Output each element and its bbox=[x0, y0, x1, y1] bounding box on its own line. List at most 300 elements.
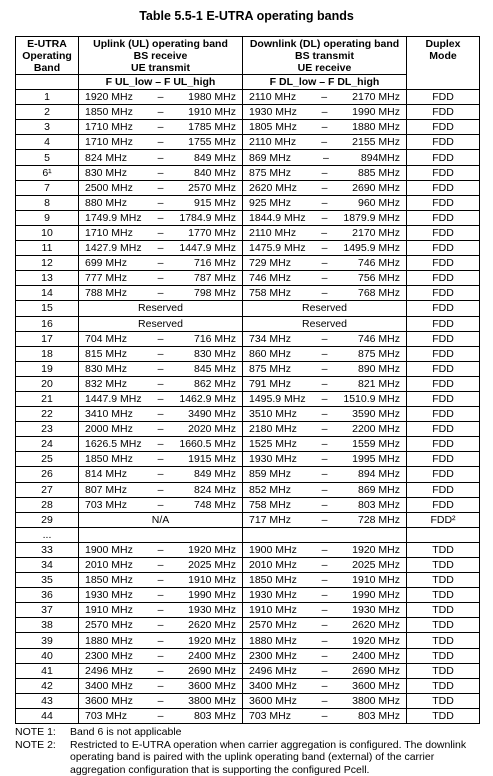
ul-range bbox=[81, 544, 240, 556]
note-label: NOTE 2: bbox=[15, 739, 70, 776]
duplex-mode: FDD bbox=[407, 225, 480, 240]
ul-low: 703 MHz bbox=[85, 710, 127, 722]
table-row bbox=[16, 542, 480, 557]
band-number: 6¹ bbox=[16, 165, 79, 180]
dl-range bbox=[245, 559, 404, 571]
duplex-mode: FDD bbox=[407, 241, 480, 256]
range-dash: – bbox=[318, 710, 332, 722]
dl-low: 1930 MHz bbox=[249, 589, 297, 601]
duplex-mode: TDD bbox=[407, 588, 480, 603]
dl-range bbox=[245, 438, 404, 450]
ul-low: 1427.9 MHz bbox=[85, 242, 142, 254]
dl-high: 2025 MHz bbox=[352, 559, 400, 571]
ul-high: 1990 MHz bbox=[188, 589, 236, 601]
ul-low: 2496 MHz bbox=[85, 665, 133, 677]
note-text: Restricted to E-UTRA operation when carrier aggregation is configured. The downlink operating band is paired with the uplink operating band (external) of the carrier aggregation configuration that is supporting the configured Pcell. bbox=[70, 739, 479, 776]
dl-range bbox=[245, 257, 404, 269]
band-number: 14 bbox=[16, 286, 79, 301]
dl-cell bbox=[243, 105, 407, 120]
ul-cell bbox=[79, 558, 243, 573]
duplex-mode: FDD bbox=[407, 467, 480, 482]
note-text: Band 6 is not applicable bbox=[70, 726, 479, 739]
dl-cell bbox=[243, 241, 407, 256]
ul-range bbox=[81, 408, 240, 420]
dl-cell: Reserved bbox=[243, 301, 407, 316]
dl-high: 1990 MHz bbox=[352, 589, 400, 601]
ul-high: 840 MHz bbox=[194, 167, 236, 179]
ul-cell bbox=[79, 391, 243, 406]
band-number: 42 bbox=[16, 678, 79, 693]
duplex-mode: TDD bbox=[407, 678, 480, 693]
ul-high: 803 MHz bbox=[194, 710, 236, 722]
range-dash: – bbox=[318, 182, 332, 194]
dl-cell bbox=[243, 527, 407, 542]
dl-high: 885 MHz bbox=[358, 167, 400, 179]
ul-low: 807 MHz bbox=[85, 484, 127, 496]
range-dash: – bbox=[154, 453, 168, 465]
duplex-mode: FDD bbox=[407, 150, 480, 165]
range-dash: – bbox=[318, 106, 332, 118]
dl-high: 1510.9 MHz bbox=[343, 393, 400, 405]
band-number: 4 bbox=[16, 135, 79, 150]
ul-high: 849 MHz bbox=[194, 152, 236, 164]
range-dash: – bbox=[318, 574, 332, 586]
ul-range bbox=[81, 393, 240, 405]
dl-range bbox=[245, 695, 404, 707]
duplex-mode: FDD bbox=[407, 482, 480, 497]
band-number: 37 bbox=[16, 603, 79, 618]
ul-high: 716 MHz bbox=[194, 333, 236, 345]
dl-low: 2110 MHz bbox=[249, 91, 296, 103]
ul-cell: N/A bbox=[79, 512, 243, 527]
dl-high: 2200 MHz bbox=[352, 423, 400, 435]
duplex-header: Duplex Mode bbox=[407, 37, 480, 90]
dl-cell bbox=[243, 120, 407, 135]
table-row bbox=[16, 648, 480, 663]
dl-cell bbox=[243, 573, 407, 588]
ul-high: 1784.9 MHz bbox=[179, 212, 236, 224]
table-row bbox=[16, 361, 480, 376]
ul-cell bbox=[79, 467, 243, 482]
dl-high: 768 MHz bbox=[358, 287, 400, 299]
dl-low: 1930 MHz bbox=[249, 106, 297, 118]
ul-range bbox=[81, 91, 240, 103]
ul-range bbox=[81, 589, 240, 601]
range-dash: – bbox=[154, 393, 168, 405]
ul-low: 814 MHz bbox=[85, 468, 127, 480]
dl-cell bbox=[243, 452, 407, 467]
ul-range bbox=[81, 680, 240, 692]
ul-high: 2690 MHz bbox=[188, 665, 236, 677]
table-title: Table 5.5-1 E-UTRA operating bands bbox=[0, 9, 493, 23]
ul-low: 699 MHz bbox=[85, 257, 127, 269]
range-dash: – bbox=[154, 665, 168, 677]
dl-range bbox=[245, 378, 404, 390]
ul-low: 824 MHz bbox=[85, 152, 127, 164]
ul-cell bbox=[79, 693, 243, 708]
ul-range bbox=[81, 242, 240, 254]
dl-high: 1910 MHz bbox=[352, 574, 400, 586]
ul-low: 1626.5 MHz bbox=[85, 438, 142, 450]
duplex-mode: TDD bbox=[407, 648, 480, 663]
band-number: 2 bbox=[16, 105, 79, 120]
dl-cell bbox=[243, 512, 407, 527]
band-number: 8 bbox=[16, 195, 79, 210]
dl-high: 803 MHz bbox=[358, 710, 400, 722]
ul-high: 1910 MHz bbox=[188, 106, 236, 118]
range-dash: – bbox=[154, 378, 168, 390]
dl-cell bbox=[243, 346, 407, 361]
ul-cell bbox=[79, 497, 243, 512]
ul-cell bbox=[79, 256, 243, 271]
table-row bbox=[16, 588, 480, 603]
range-dash: – bbox=[154, 468, 168, 480]
ul-high: 849 MHz bbox=[194, 468, 236, 480]
band-number: 39 bbox=[16, 633, 79, 648]
range-dash: – bbox=[154, 499, 168, 511]
duplex-mode: TDD bbox=[407, 693, 480, 708]
band-number: 11 bbox=[16, 241, 79, 256]
range-dash: – bbox=[154, 574, 168, 586]
ul-low: 1900 MHz bbox=[85, 544, 133, 556]
range-dash: – bbox=[317, 91, 331, 103]
range-dash: – bbox=[318, 453, 332, 465]
ul-cell bbox=[79, 437, 243, 452]
band-number: 5 bbox=[16, 150, 79, 165]
dl-range bbox=[245, 333, 404, 345]
range-dash: – bbox=[318, 167, 332, 179]
ul-low: 3600 MHz bbox=[85, 695, 133, 707]
range-dash: – bbox=[318, 393, 332, 405]
dl-range bbox=[245, 589, 404, 601]
ul-cell bbox=[79, 180, 243, 195]
ul-high: 1920 MHz bbox=[188, 544, 236, 556]
dl-low: 1495.9 MHz bbox=[249, 393, 306, 405]
band-number: 44 bbox=[16, 708, 79, 723]
ul-low: 3410 MHz bbox=[85, 408, 133, 420]
dl-range bbox=[245, 167, 404, 179]
ul-range bbox=[81, 136, 240, 148]
dl-low: 1910 MHz bbox=[249, 604, 297, 616]
range-dash: – bbox=[318, 438, 332, 450]
dl-low: 2496 MHz bbox=[249, 665, 297, 677]
band-number: 27 bbox=[16, 482, 79, 497]
duplex-mode: FDD bbox=[407, 180, 480, 195]
table-row bbox=[16, 482, 480, 497]
band-number: 22 bbox=[16, 407, 79, 422]
band-number: 20 bbox=[16, 376, 79, 391]
dl-range bbox=[245, 514, 404, 526]
table-row bbox=[16, 105, 480, 120]
ul-low: 2010 MHz bbox=[85, 559, 133, 571]
ul-high: 3800 MHz bbox=[188, 695, 236, 707]
ul-low: 2300 MHz bbox=[85, 650, 133, 662]
duplex-mode: FDD bbox=[407, 105, 480, 120]
dl-high: 869 MHz bbox=[358, 484, 400, 496]
duplex-mode: FDD bbox=[407, 120, 480, 135]
range-dash: – bbox=[318, 544, 332, 556]
dl-low: 1930 MHz bbox=[249, 453, 297, 465]
dl-cell bbox=[243, 618, 407, 633]
range-dash: – bbox=[154, 484, 168, 496]
dl-range bbox=[245, 665, 404, 677]
range-dash: – bbox=[318, 619, 332, 631]
ul-high: 798 MHz bbox=[194, 287, 236, 299]
ul-high: 2025 MHz bbox=[188, 559, 236, 571]
range-dash: – bbox=[319, 152, 333, 164]
dl-low: 734 MHz bbox=[249, 333, 291, 345]
duplex-mode: TDD bbox=[407, 558, 480, 573]
dl-high: 894 MHz bbox=[358, 468, 400, 480]
ul-low: 1920 MHz bbox=[85, 91, 133, 103]
dl-cell bbox=[243, 467, 407, 482]
dl-high: 3600 MHz bbox=[352, 680, 400, 692]
dl-cell: Reserved bbox=[243, 316, 407, 331]
ul-low: 1930 MHz bbox=[85, 589, 133, 601]
band-number: 36 bbox=[16, 588, 79, 603]
range-dash: – bbox=[154, 287, 168, 299]
dl-low: 3510 MHz bbox=[249, 408, 297, 420]
ul-range bbox=[81, 106, 240, 118]
ul-high: 830 MHz bbox=[194, 348, 236, 360]
duplex-mode: TDD bbox=[407, 542, 480, 557]
dl-low: 791 MHz bbox=[249, 378, 291, 390]
ul-range bbox=[81, 197, 240, 209]
ul-cell bbox=[79, 663, 243, 678]
ul-low: 880 MHz bbox=[85, 197, 127, 209]
operating-bands-table bbox=[15, 36, 480, 724]
dl-cell bbox=[243, 210, 407, 225]
ul-range bbox=[81, 650, 240, 662]
dl-high: 2620 MHz bbox=[352, 619, 400, 631]
dl-range bbox=[245, 363, 404, 375]
ul-cell bbox=[79, 225, 243, 240]
table-row bbox=[16, 165, 480, 180]
ul-low: 1850 MHz bbox=[85, 106, 133, 118]
ul-cell bbox=[79, 120, 243, 135]
dl-range bbox=[245, 197, 404, 209]
ul-range bbox=[81, 167, 240, 179]
ul-low: 777 MHz bbox=[85, 272, 127, 284]
dl-range bbox=[245, 484, 404, 496]
range-dash: – bbox=[154, 635, 168, 647]
range-dash: – bbox=[154, 91, 168, 103]
dl-range bbox=[245, 227, 404, 239]
band-number: 16 bbox=[16, 316, 79, 331]
ul-high: 862 MHz bbox=[194, 378, 236, 390]
table-row bbox=[16, 316, 480, 331]
dl-low: 860 MHz bbox=[249, 348, 291, 360]
ul-low: 2570 MHz bbox=[85, 619, 133, 631]
dl-cell bbox=[243, 271, 407, 286]
range-dash: – bbox=[154, 348, 168, 360]
ul-low: 1749.9 MHz bbox=[85, 212, 142, 224]
dl-high: 2170 MHz bbox=[352, 91, 400, 103]
dl-high: 960 MHz bbox=[358, 197, 400, 209]
dl-low: 746 MHz bbox=[249, 272, 291, 284]
dl-high: 746 MHz bbox=[358, 333, 400, 345]
dl-cell bbox=[243, 633, 407, 648]
dl-high: 1559 MHz bbox=[352, 438, 400, 450]
range-dash: – bbox=[154, 650, 168, 662]
band-number: 18 bbox=[16, 346, 79, 361]
dl-low: 3600 MHz bbox=[249, 695, 297, 707]
ul-high: 3600 MHz bbox=[188, 680, 236, 692]
dl-range bbox=[245, 453, 404, 465]
ul-low: 1910 MHz bbox=[85, 604, 133, 616]
range-dash: – bbox=[154, 333, 168, 345]
duplex-mode: FDD bbox=[407, 210, 480, 225]
band-number: 9 bbox=[16, 210, 79, 225]
dl-high: 2690 MHz bbox=[352, 182, 400, 194]
range-dash: – bbox=[154, 152, 168, 164]
range-dash: – bbox=[154, 619, 168, 631]
ul-high: 2400 MHz bbox=[188, 650, 236, 662]
range-dash: – bbox=[154, 589, 168, 601]
dl-range bbox=[245, 106, 404, 118]
ul-low: 815 MHz bbox=[85, 348, 127, 360]
dl-low: 758 MHz bbox=[249, 287, 291, 299]
dl-high: 2400 MHz bbox=[352, 650, 400, 662]
dl-high: 894MHz bbox=[361, 152, 400, 164]
ul-range bbox=[81, 453, 240, 465]
ul-low: 3400 MHz bbox=[85, 680, 133, 692]
dl-high: 3800 MHz bbox=[352, 695, 400, 707]
ul-range bbox=[81, 121, 240, 133]
ul-low: 1850 MHz bbox=[85, 574, 133, 586]
dl-range bbox=[245, 619, 404, 631]
dl-cell bbox=[243, 90, 407, 105]
dl-low: 925 MHz bbox=[249, 197, 291, 209]
dl-range bbox=[245, 574, 404, 586]
band-number: 1 bbox=[16, 90, 79, 105]
ul-cell bbox=[79, 708, 243, 723]
dl-low: 758 MHz bbox=[249, 499, 291, 511]
dl-high: 3590 MHz bbox=[352, 408, 400, 420]
dl-low: 2110 MHz bbox=[249, 136, 296, 148]
ul-low: 704 MHz bbox=[85, 333, 127, 345]
ul-high: 1447.9 MHz bbox=[179, 242, 236, 254]
range-dash: – bbox=[318, 635, 332, 647]
dl-range bbox=[245, 635, 404, 647]
dl-low: 2570 MHz bbox=[249, 619, 297, 631]
ul-cell bbox=[79, 603, 243, 618]
duplex-mode: TDD bbox=[407, 708, 480, 723]
range-dash: – bbox=[154, 408, 168, 420]
range-dash: – bbox=[317, 227, 331, 239]
dl-cell bbox=[243, 391, 407, 406]
dl-cell bbox=[243, 150, 407, 165]
ul-high: 2570 MHz bbox=[188, 182, 236, 194]
table-notes bbox=[15, 726, 479, 776]
dl-cell bbox=[243, 497, 407, 512]
ul-low: 788 MHz bbox=[85, 287, 127, 299]
range-dash: – bbox=[318, 484, 332, 496]
band-header: E-UTRA Operating Band bbox=[16, 37, 79, 75]
band-number: 40 bbox=[16, 648, 79, 663]
ul-high: 716 MHz bbox=[194, 257, 236, 269]
range-dash: – bbox=[318, 680, 332, 692]
ul-cell bbox=[79, 618, 243, 633]
dl-high: 1995 MHz bbox=[352, 453, 400, 465]
range-dash: – bbox=[317, 136, 331, 148]
header-row bbox=[16, 37, 480, 75]
dl-cell bbox=[243, 331, 407, 346]
band-number: 24 bbox=[16, 437, 79, 452]
ul-range bbox=[81, 559, 240, 571]
dl-cell bbox=[243, 693, 407, 708]
ul-cell bbox=[79, 90, 243, 105]
ul-range bbox=[81, 468, 240, 480]
band-number: 25 bbox=[16, 452, 79, 467]
ul-range bbox=[81, 272, 240, 284]
ul-range bbox=[81, 182, 240, 194]
range-dash: – bbox=[318, 121, 332, 133]
range-dash: – bbox=[154, 438, 168, 450]
ul-cell bbox=[79, 407, 243, 422]
ul-range bbox=[81, 438, 240, 450]
ul-cell: Reserved bbox=[79, 301, 243, 316]
ul-range bbox=[81, 152, 240, 164]
mode-cell bbox=[407, 527, 480, 542]
band-number: 15 bbox=[16, 301, 79, 316]
ul-range bbox=[81, 227, 240, 239]
ul-cell bbox=[79, 482, 243, 497]
dl-cell bbox=[243, 422, 407, 437]
dl-cell bbox=[243, 286, 407, 301]
dl-low: 1805 MHz bbox=[249, 121, 297, 133]
dl-low: 2110 MHz bbox=[249, 227, 296, 239]
range-dash: – bbox=[318, 604, 332, 616]
ul-cell bbox=[79, 422, 243, 437]
range-dash: – bbox=[318, 589, 332, 601]
band-rows bbox=[16, 90, 480, 724]
dl-range bbox=[245, 272, 404, 284]
ul-range bbox=[81, 665, 240, 677]
ul-cell bbox=[79, 376, 243, 391]
table-row bbox=[16, 452, 480, 467]
dl-high: 890 MHz bbox=[358, 363, 400, 375]
range-dash: – bbox=[154, 272, 168, 284]
ul-high: 787 MHz bbox=[194, 272, 236, 284]
dl-high: 1879.9 MHz bbox=[343, 212, 400, 224]
dl-cell bbox=[243, 708, 407, 723]
ul-cell bbox=[79, 165, 243, 180]
range-dash: – bbox=[318, 197, 332, 209]
ul-cell bbox=[79, 286, 243, 301]
duplex-mode: FDD bbox=[407, 437, 480, 452]
duplex-mode: FDD bbox=[407, 391, 480, 406]
table-row bbox=[16, 603, 480, 618]
table-row bbox=[16, 346, 480, 361]
band-number: 21 bbox=[16, 391, 79, 406]
ul-cell bbox=[79, 573, 243, 588]
ul-cell bbox=[79, 452, 243, 467]
dl-low: 852 MHz bbox=[249, 484, 291, 496]
ul-low: 832 MHz bbox=[85, 378, 127, 390]
dl-range-header: F DL_low – F DL_high bbox=[243, 75, 407, 90]
ul-low: 1850 MHz bbox=[85, 453, 133, 465]
range-dash: – bbox=[318, 665, 332, 677]
dl-low: 717 MHz bbox=[249, 514, 291, 526]
ul-low: 2000 MHz bbox=[85, 423, 133, 435]
band-number: 19 bbox=[16, 361, 79, 376]
range-dash: – bbox=[318, 242, 332, 254]
duplex-mode: TDD bbox=[407, 603, 480, 618]
duplex-mode: TDD bbox=[407, 618, 480, 633]
ul-range bbox=[81, 499, 240, 511]
ul-cell bbox=[79, 588, 243, 603]
